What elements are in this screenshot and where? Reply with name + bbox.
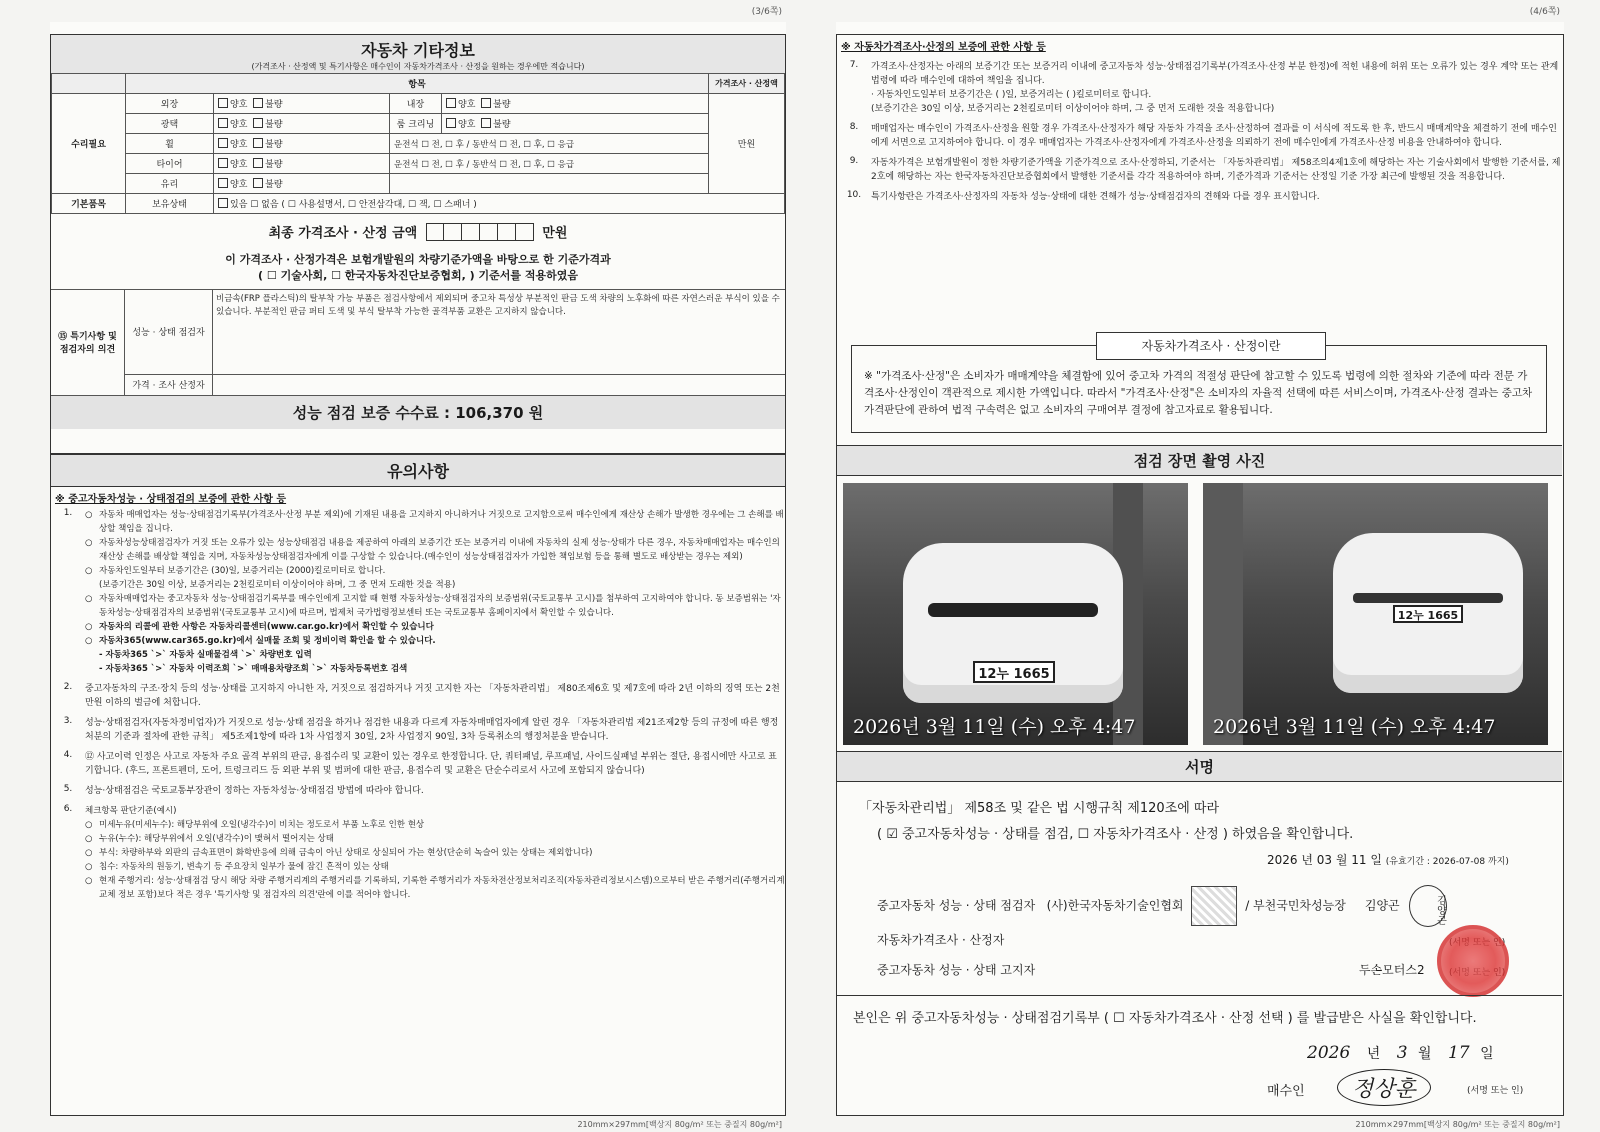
section-subtitle: (가격조사 · 산정액 및 특기사항은 매수인이 자동차가격조사 · 산정을 원하는 경우에만 적습니다): [251, 62, 585, 71]
opinion-label: ⑮ 특기사항 및 점검자의 의견: [51, 290, 125, 395]
notice-item: 1. ○ 자동차 매매업자는 성능·상태점검기록부(가격조사·산정 부분 제외)에 기재된 내용을 고지하지 아니하거나 거짓으로 고지함으로써 매수인에게 재산상 손해가 발생한 경우에는 그 손해를 배상할 책임을 집니다. ○ 자동차성능상태점검자가 거짓 또는 오류가 있는 성능상태점검 내용을 제공하여 아래의 보증기간 또는 보증거리 이내에 자동차의 실제 성능·상태가 다른 경우, 자동차매매업자는 매수인의 재산상 손해를 배상할 책임을 지며, 자동차성능상태점검자에게 이를 구상할 수 있습니다.(매수인이 성능상태점검자가 가입한 책임보험 등을 통해 별도로 배상받는 경우는 제외) ○ 자동차인도일부터 보증기간은 (30)일, 보증거리는 (2000)킬로미터로 합니다. (보증기간은 30일 이상, 보증거리는 2천킬로미터 이상이어야 하며, 그 중 먼저 도래한 것을 적용) ○ 자동차매매업자는 중고자동차 성능·상태점검기록부를 매수인에게 고지할 때 현행 자동차성능·상태점검자의 보증범위(국토교통부 고시)를 첨부하여 고지하여야 합니다. 동 보증범위는 '자동차성능·상태점검자의 보증범위'(국토교통부 고시)에 따르며, 법제처 국가법령정보센터 또는 국토교통부 홈페이지에서 확인할 수 있습니다. ○ 자동차의 리콜에 관한 사항은 자동차리콜센터(www.car.go.kr)에서 확인할 수 있습니다 ○ 자동차365(www.car365.go.kr)에서 실매물 조회 및 정비이력 확인을 할 수 있습니다. - 자동차365 `>` 자동차 실매물검색 `>` 차량번호 입력 - 자동차365 `>` 자동차 이력조회 `>` 매매용차량조회 `>` 자동차등록번호 검색: [63, 508, 784, 674]
notice-subitem: ○ 자동차의 리콜에 관한 사항은 자동차리콜센터(www.car.go.kr)에서 확인할 수 있습니다: [85, 622, 434, 632]
criteria-item: ○ 침수: 자동차의 원동기, 변속기 등 주요장치 일부가 물에 잠긴 흔적이 있는 상태: [85, 862, 389, 872]
opinion-block: [51, 290, 785, 396]
inspector-row: 중고자동차 성능 · 상태 점검자 (사)한국자동차기술인협회 / 부천국민차성능장 김양곤 김양곤: [877, 885, 1447, 927]
buyer-signature: 정상훈: [1337, 1069, 1431, 1106]
notifier-name: 두손모터스2: [1359, 963, 1425, 977]
photo-timestamp: 2026년 3월 11일 (수) 오후 4:47: [853, 716, 1136, 738]
notice-item: 2. 중고자동차의 구조·장치 등의 성능·상태를 고지하지 아니한 자, 거짓으로 점검하거나 거짓 고지한 자는 「자동차관리법」 제80조제6호 및 제7호에 따라 2년 이하의 징역 또는 2천만원 이하의 벌금에 처합니다.: [63, 682, 780, 708]
sign-confirm: ( ☑ 중고자동차성능 · 상태를 점검, ☐ 자동차가격조사 · 산정 ) 하였음을 확인합니다.: [877, 827, 1354, 842]
good-bad-check[interactable]: 양호 불량: [442, 94, 709, 114]
page-number: (4/6쪽): [1529, 7, 1560, 17]
section-head: ※ 자동차가격조사·산정의 보증에 관한 사항 등: [841, 42, 1046, 53]
good-bad-check[interactable]: 양호 불량: [214, 174, 390, 194]
criteria-item: ○ 부식: 차량하부와 외판의 금속표면이 화학반응에 의해 금속이 아닌 상태로 상실되어 가는 현상(단순히 녹슬어 있는 상태는 제외합니다): [85, 848, 593, 858]
notice-item: 9. 자동차가격은 보험개발원이 정한 차량기준가액을 기준가격으로 조사·산정하되, 기준서는 「자동차관리법」 제58조의4제1호에 해당하는 자는 기술사회에서 발행한 기준서를, 제2호에 해당하는 자는 한국자동차진단보증협회에서 발행한 기준서를 각각 적용하여야 하며, 기준가격과 기준서는 산정일 기준 가장 최근에 발행된 것을 적용합니다.: [849, 156, 1561, 182]
notice-subitem: ○ 자동차매매업자는 중고자동차 성능·상태점검기록부를 매수인에게 고지할 때 현행 자동차성능·상태점검자의 보증범위(국토교통부 고시)를 첨부하여 고지하여야 합니다. 동 보증범위는 '자동차성능·상태점검자의 보증범위'(국토교통부 고시)에 따르며, 법제처 국가법령정보센터 또는 국토교통부 홈페이지에서 확인할 수 있습니다.: [85, 594, 781, 618]
notice-item: 3. 성능·상태점검자(자동차정비업자)가 거짓으로 성능·상태 점검을 하거나 점검한 내용과 다르게 자동차매매업자에게 알린 경우 「자동차관리법 제21조제2항 등의 규정에 따른 행정처분의 기준과 절차에 관한 규칙」 제5조제1항에 따라 1차 사업정지 30일, 2차 사업정지 90일, 3차 등록취소의 행정처분을 받습니다.: [63, 716, 779, 742]
row-b: 운전석 ☐ 전, ☐ 후 / 동반석 ☐ 전, ☐ 후, ☐ 응급: [390, 154, 709, 174]
final-price-note2: ( ☐ 기술사회, ☐ 한국자동차진단보증협회, ) 기준서를 적용하였음: [258, 268, 578, 282]
repair-label: 수리필요: [52, 94, 126, 194]
association-seal: [1191, 886, 1237, 926]
row-a: 휠: [126, 134, 214, 154]
notice-section: [50, 454, 786, 1116]
other-info-section: [50, 34, 786, 454]
photo-timestamp: 2026년 3월 11일 (수) 오후 4:47: [1213, 716, 1496, 738]
good-bad-check[interactable]: 양호 불량: [214, 134, 390, 154]
final-price-note1: 이 가격조사 · 산정가격은 보험개발원의 차량기준가액을 바탕으로 한 기준가격과: [225, 252, 611, 266]
opinion-price-label: 가격 · 조사 산정자: [125, 375, 213, 395]
notice-item: 4. ⑫ 사고이력 인정은 사고로 자동차 주요 골격 부위의 판금, 용접수리 및 교환이 있는 경우로 한정합니다. 단, 쿼터패널, 루프패널, 사이드실패널 부위는 절단, 용접시에만 사고로 표기합니다. (후드, 프론트펜더, 도어, 트렁크리드 등 외판 부위 및 범퍼에 대한 판금, 용접수리 및 교환은 단순수리로서 사고에 포함되지 않습니다): [63, 750, 777, 776]
good-bad-check[interactable]: 양호 불량: [442, 114, 709, 134]
license-plate: 12누 1665: [973, 661, 1055, 683]
good-bad-check[interactable]: 양호 불량: [214, 154, 390, 174]
row-a: 광택: [126, 114, 214, 134]
notice-head: ※ 중고자동차성능 · 상태점검의 보증에 관한 사항 등: [55, 494, 287, 505]
notice-item: 7. 가격조사·산정자는 아래의 보증기간 또는 보증거리 이내에 중고자동차 성능·상태점검기록부(가격조사·산정 부분 한정)에 적힌 내용에 허위 또는 오류가 있는 경우 계약 또는 관계법령에 따라 매수인에 대하여 책임을 집니다. · 자동차인도일부터 보증기간은 ( )일, 보증거리는 ( )킬로미터로 합니다. (보증기간은 30일 이상, 보증거리는 2천킬로미터 이상이어야 하며, 그 중 먼저 도래한 것을 적용합니다): [849, 60, 1559, 114]
row-b: 운전석 ☐ 전, ☐ 후 / 동반석 ☐ 전, ☐ 후, ☐ 응급: [390, 134, 709, 154]
photo-area: [843, 483, 1555, 747]
basic-label: 기본품목: [52, 194, 126, 214]
paper-spec: 210mm×297mm[백상지 80g/m² 또는 중질지 80g/m²]: [1355, 1120, 1560, 1129]
final-price-unit: 만원: [542, 226, 568, 241]
row-a: 타이어: [126, 154, 214, 174]
col-item: 항목: [126, 74, 709, 94]
buyer-date: 2026 년 3 월 17 일: [1307, 1043, 1494, 1063]
notice-title: 유의사항: [51, 454, 785, 487]
buyer-sign-label: (서명 또는 인): [1467, 1086, 1524, 1096]
buyer-label: 매수인: [1267, 1084, 1305, 1099]
notice-subitem: ○ 자동차365(www.car365.go.kr)에서 실매물 조회 및 정비이력 확인을 할 수 있습니다. - 자동차365 `>` 자동차 실매물검색 `>` 차량번호 입력 - 자동차365 `>` 자동차 이력조회 `>` 매매용차량조회 `>` 자동차등록번호 검색: [85, 636, 436, 674]
unit-label: 만원: [709, 94, 785, 194]
criteria-item: ○ 미세누유(미세누수): 해당부위에 오일(냉각수)이 비치는 정도로서 부품 노후로 인한 현상: [85, 820, 425, 830]
price-guarantee-section: [836, 34, 1564, 1116]
notice-subitem: ○ 자동차성능상태점검자가 거짓 또는 오류가 있는 성능상태점검 내용을 제공하여 아래의 보증기간 또는 보증거리 이내에 자동차의 실제 성능·상태가 다른 경우, 자동차매매업자는 매수인의 재산상 손해를 배상할 책임을 지며, 자동차성능상태점검자에게 이를 구상할 수 있습니다.(매수인이 성능상태점검자가 가입한 책임보험 등을 통해 별도로 배상받는 경우는 제외): [85, 538, 780, 562]
sign-date: 2026 년 03 월 11 일 (유효기간 : 2026-07-08 까지): [1267, 853, 1509, 867]
paper-spec: 210mm×297mm[백상지 80g/m² 또는 중질지 80g/m²]: [577, 1120, 782, 1129]
row-b: 룸 크리닝: [390, 114, 442, 134]
opinion-text: 비금속(FRP 플라스틱)의 탈부착 가능 부품은 점검사항에서 제외되며 중고차 특성상 부분적인 판금 도색 차량의 노후화에 따른 자연스러운 부식이 있을 수 있습니다. 부분적인 판금 퍼티 도색 및 부식 탈부착 가능한 골격부품 교환은 고지하지 않습니다.: [216, 293, 780, 317]
signature-area: [837, 785, 1562, 1115]
row-b: 내장: [390, 94, 442, 114]
notice-item: 8. 매매업자는 매수인이 가격조사·산정을 원할 경우 가격조사·산정자가 해당 자동차 가격을 조사·산정하여 결과를 이 서식에 적도록 한 후, 반드시 매매계약을 체결하기 전에 매수인에게 서면으로 고지하여야 합니다. 이 경우 매매업자는 가격조사·산정자에게 가격조사·산정을 의뢰하기 전에 매수인에게 가격조사·산정 비용을 안내하여야 합니다.: [849, 122, 1557, 148]
good-bad-check[interactable]: 양호 불량: [214, 94, 390, 114]
signature-section-title: 서명: [837, 751, 1562, 782]
basic-row-label: 보유상태: [126, 194, 214, 214]
row-a: 외장: [126, 94, 214, 114]
price-inspector-row: 자동차가격조사 · 산정자: [877, 933, 1005, 947]
final-price-boxes[interactable]: [426, 223, 534, 245]
buyer-confirm: 본인은 위 중고자동차성능 · 상태점검기록부 ( ☐ 자동차가격조사 · 산정 선택 ) 를 발급받은 사실을 확인합니다.: [853, 1011, 1477, 1026]
right-page: [836, 7, 1564, 1129]
final-price-block: [51, 214, 785, 290]
inspector-seal: 김양곤: [1409, 885, 1447, 927]
fee-line: 성능 점검 보증 수수료 : 106,370 원: [51, 396, 785, 429]
check-criteria-title: 체크항목 판단기준(예시): [85, 806, 177, 816]
criteria-item: ○ 누유(누수): 해당부위에서 오일(냉각수)이 맺혀서 떨어지는 상태: [85, 834, 334, 844]
left-page: [50, 7, 786, 1129]
notice-item: 5. 성능·상태점검은 국토교통부장관이 정하는 자동차성능·상태점검 방법에 따라야 합니다.: [63, 784, 424, 796]
inspection-photo-rear: [1203, 483, 1548, 745]
notice-subitem: ○ 자동차 매매업자는 성능·상태점검기록부(가격조사·산정 부분 제외)에 기재된 내용을 고지하지 아니하거나 거짓으로 고지함으로써 매수인에게 재산상 손해가 발생한 경우에는 그 손해를 배상할 책임을 집니다.: [85, 510, 784, 534]
price-definition-box: [851, 339, 1547, 433]
repair-table: [51, 73, 785, 214]
price-definition-text: ※ "가격조사·산정"은 소비자가 매매계약을 체결함에 있어 중고차 가격의 적절성 판단에 참고할 수 있도록 법령에 의한 절차와 기준에 따라 전문 가격조사·산정인이 객관적으로 제시한 가액입니다. 따라서 "가격조사·산정"은 소비자의 자율적 선택에 따른 서비스이며, 가격조사·산정 결과는 중고차 가격판단에 관하여 법적 구속력은 없고 소비자의 구매여부 결정에 참고자료로 활용됩니다.: [864, 370, 1533, 416]
opinion-inspector-label: 성능 · 상태 점검자: [125, 290, 213, 374]
inspection-photo-front: [843, 483, 1188, 745]
sign-law: 「자동차관리법」 제58조 및 같은 법 시행규칙 제120조에 따라: [859, 801, 1219, 816]
row-a: 유리: [126, 174, 214, 194]
notifier-row: 중고자동차 성능 · 상태 고지자: [877, 963, 1036, 977]
section-title: 자동차 기타정보: [361, 41, 475, 60]
license-plate: 12누 1665: [1393, 605, 1463, 623]
criteria-item: ○ 현재 주행거리: 성능·상태점검 당시 해당 차량 주행거리계의 주행거리를 기록하되, 기록한 주행거리가 자동차전산정보처리조직(자동차관리정보시스템)으로부터 받은 주행거리(주행거리계 교체 정보 포함)보다 적은 경우 '특기사항 및 점검자의 의견'란에 이를 적어야 합니다.: [85, 876, 785, 900]
good-bad-check[interactable]: 양호 불량: [214, 114, 390, 134]
price-definition-title: 자동차가격조사 · 산정이란: [1096, 332, 1326, 360]
photo-section-title: 점검 장면 촬영 사진: [837, 445, 1562, 476]
dealer-red-seal: [1437, 925, 1509, 997]
notice-item: 6. 체크항목 판단기준(예시) ○ 미세누유(미세누수): 해당부위에 오일(냉각수)이 비치는 정도로서 부품 노후로 인한 현상 ○ 누유(누수): 해당부위에서 오일(냉각수)이 맺혀서 떨어지는 상태 ○ 부식: 차량하부와 외판의 금속표면이 화학반응에 의해 금속이 아닌 상태로 상실되어 가는 현상(단순히 녹슬어 있는 상태는 제외합니다) ○ 침수: 자동차의 원동기, 변속기 등 주요장치 일부가 물에 잠긴 흔적이 있는 상태 ○ 현재 주행거리: 성능·상태점검 당시 해당 차량 주행거리계의 주행거리를 기록하되, 기록한 주행거리가 자동차전산정보처리조직(자동차관리정보시스템)으로부터 받은 주행거리(주행거리계 교체 정보 포함)보다 적은 경우 '특기사항 및 점검자의 의견'란에 이를 적어야 합니다.: [63, 804, 785, 900]
notice-subitem: ○ 자동차인도일부터 보증기간은 (30)일, 보증거리는 (2000)킬로미터로 합니다. (보증기간은 30일 이상, 보증거리는 2천킬로미터 이상이어야 하며, 그 중 먼저 도래한 것을 적용): [85, 566, 456, 590]
page-number: (3/6쪽): [751, 7, 782, 17]
basic-options[interactable]: 있음 ☐ 없음 ( ☐ 사용설명서, ☐ 안전삼각대, ☐ 잭, ☐ 스패너 ): [214, 194, 785, 214]
final-price-label: 최종 가격조사 · 산정 금액: [268, 226, 418, 241]
col-price: 가격조사 · 산정액: [709, 74, 785, 94]
notice-item: 10. 특기사항란은 가격조사·산정자의 자동차 성능·상태에 대한 견해가 성능·상태점검자의 견해와 다를 경우 표시합니다.: [846, 190, 1320, 202]
